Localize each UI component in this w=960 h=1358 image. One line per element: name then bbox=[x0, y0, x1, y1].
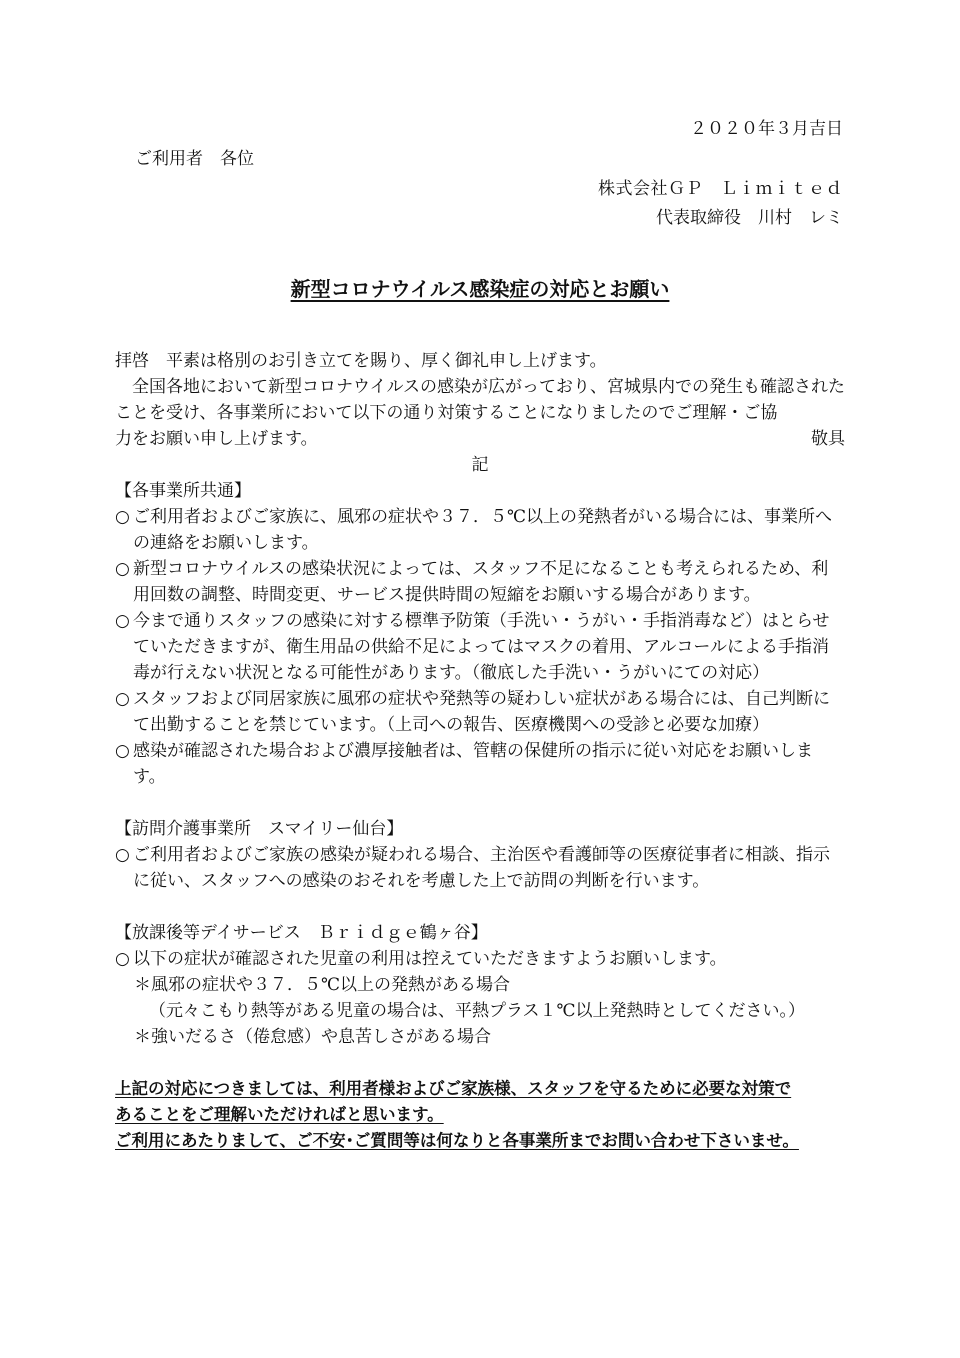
symptom-fever: ＊風邪の症状や３７．５℃以上の発熱がある場合 bbox=[134, 975, 511, 995]
intro-closing-text: 力をお願い申し上げます。 bbox=[115, 429, 318, 449]
list-item bbox=[115, 686, 845, 738]
list-item-text: ご利用者およびご家族の感染が疑われる場合、主治医や看護師等の医療従事者に相談、指示に従い、スタッフへの感染のおそれを考慮した上で訪問の判断を行います。 bbox=[133, 845, 830, 891]
symptom-fatigue: ＊強いだるさ（倦怠感）や息苦しさがある場合 bbox=[134, 1027, 491, 1047]
bullet-icon: ○ bbox=[115, 689, 130, 709]
list-item-text: ご利用者およびご家族に、風邪の症状や３７．５℃以上の発熱者がいる場合には、事業所への連絡をお願いします。 bbox=[133, 507, 833, 553]
intro-paragraph: 全国各地において新型コロナウイルスの感染が広がっており、宮城県内での発生も確認されたことを受け、各事業所において以下の通り対策することになりましたのでご理解・ご協 bbox=[115, 377, 845, 423]
representative-name: 代表取締役 川村 レミ bbox=[656, 208, 843, 228]
bullet-icon: ○ bbox=[115, 507, 130, 527]
closing-line-1: 上記の対応につきましては、利用者様およびご家族様、スタッフを守るために必要な対策で bbox=[115, 1079, 792, 1098]
closing-line-3: ご利用にあたりまして、ご不安･ご質問等は何なりと各事業所までお問い合わせ下さいませ。 bbox=[115, 1131, 799, 1150]
bullet-icon: ○ bbox=[115, 559, 130, 579]
intro-paragraph-end bbox=[115, 426, 845, 452]
bullet-icon: ○ bbox=[115, 949, 130, 969]
bullet-icon: ○ bbox=[115, 845, 130, 865]
list-item bbox=[115, 842, 845, 894]
keigu: 敬具 bbox=[811, 429, 845, 449]
section-common-heading: 【各事業所共通】 bbox=[115, 481, 251, 501]
list-item-text: スタッフおよび同居家族に風邪の症状や発熱等の疑わしい症状がある場合には、自己判断にて出勤することを禁じています。（上司への報告、医療機関への受診と必要な加療） bbox=[133, 689, 830, 735]
greeting-line: 拝啓 平素は格別のお引き立てを賜り、厚く御礼申し上げます。 bbox=[115, 351, 607, 371]
document-title: 新型コロナウイルス感染症の対応とお願い bbox=[290, 277, 670, 301]
bullet-icon: ○ bbox=[115, 611, 130, 631]
document-body bbox=[115, 348, 845, 1154]
closing-line-2: あることをご理解いただければと思います。 bbox=[115, 1105, 444, 1124]
list-item-text: 以下の症状が確認された児童の利用は控えていただきますようお願いします。 bbox=[133, 949, 727, 969]
bullet-icon: ○ bbox=[115, 741, 130, 761]
list-item bbox=[115, 556, 845, 608]
symptom-fever-note: （元々こもり熱等がある児童の場合は、平熱プラス１℃以上発熱時としてください。） bbox=[149, 1001, 806, 1021]
company-name: 株式会社ＧＰ Ｌｉｍｉｔｅｄ bbox=[598, 179, 843, 199]
list-item bbox=[115, 504, 845, 556]
list-item-text: 新型コロナウイルスの感染状況によっては、スタッフ不足になることも考えられるため、利用回数の調整、時間変更、サービス提供時間の短縮をお願いする場合があります。 bbox=[133, 559, 829, 605]
list-item bbox=[115, 608, 845, 686]
document-date: ２０２０年３月吉日 bbox=[690, 119, 843, 139]
list-item bbox=[115, 946, 845, 972]
list-item-text: 今まで通りスタッフの感染に対する標準予防策（手洗い・うがい・手指消毒など）はとらせていただきますが、衛生用品の供給不足によってはマスクの着用、アルコールによる手指消毒が行えない状況となる可能性があります。（徹底した手洗い・うがいにての対応） bbox=[133, 611, 830, 683]
ki-heading: 記 bbox=[471, 455, 489, 475]
section-visit-heading: 【訪問介護事業所 スマイリー仙台】 bbox=[115, 819, 404, 839]
addressee: ご利用者 各位 bbox=[135, 149, 254, 169]
list-item bbox=[115, 738, 845, 790]
list-item-text: 感染が確認された場合および濃厚接触者は、管轄の保健所の指示に従い対応をお願いします。 bbox=[133, 741, 813, 787]
section-afterschool-heading: 【放課後等デイサービス Ｂｒｉｄｇｅ鶴ヶ谷】 bbox=[115, 923, 488, 943]
